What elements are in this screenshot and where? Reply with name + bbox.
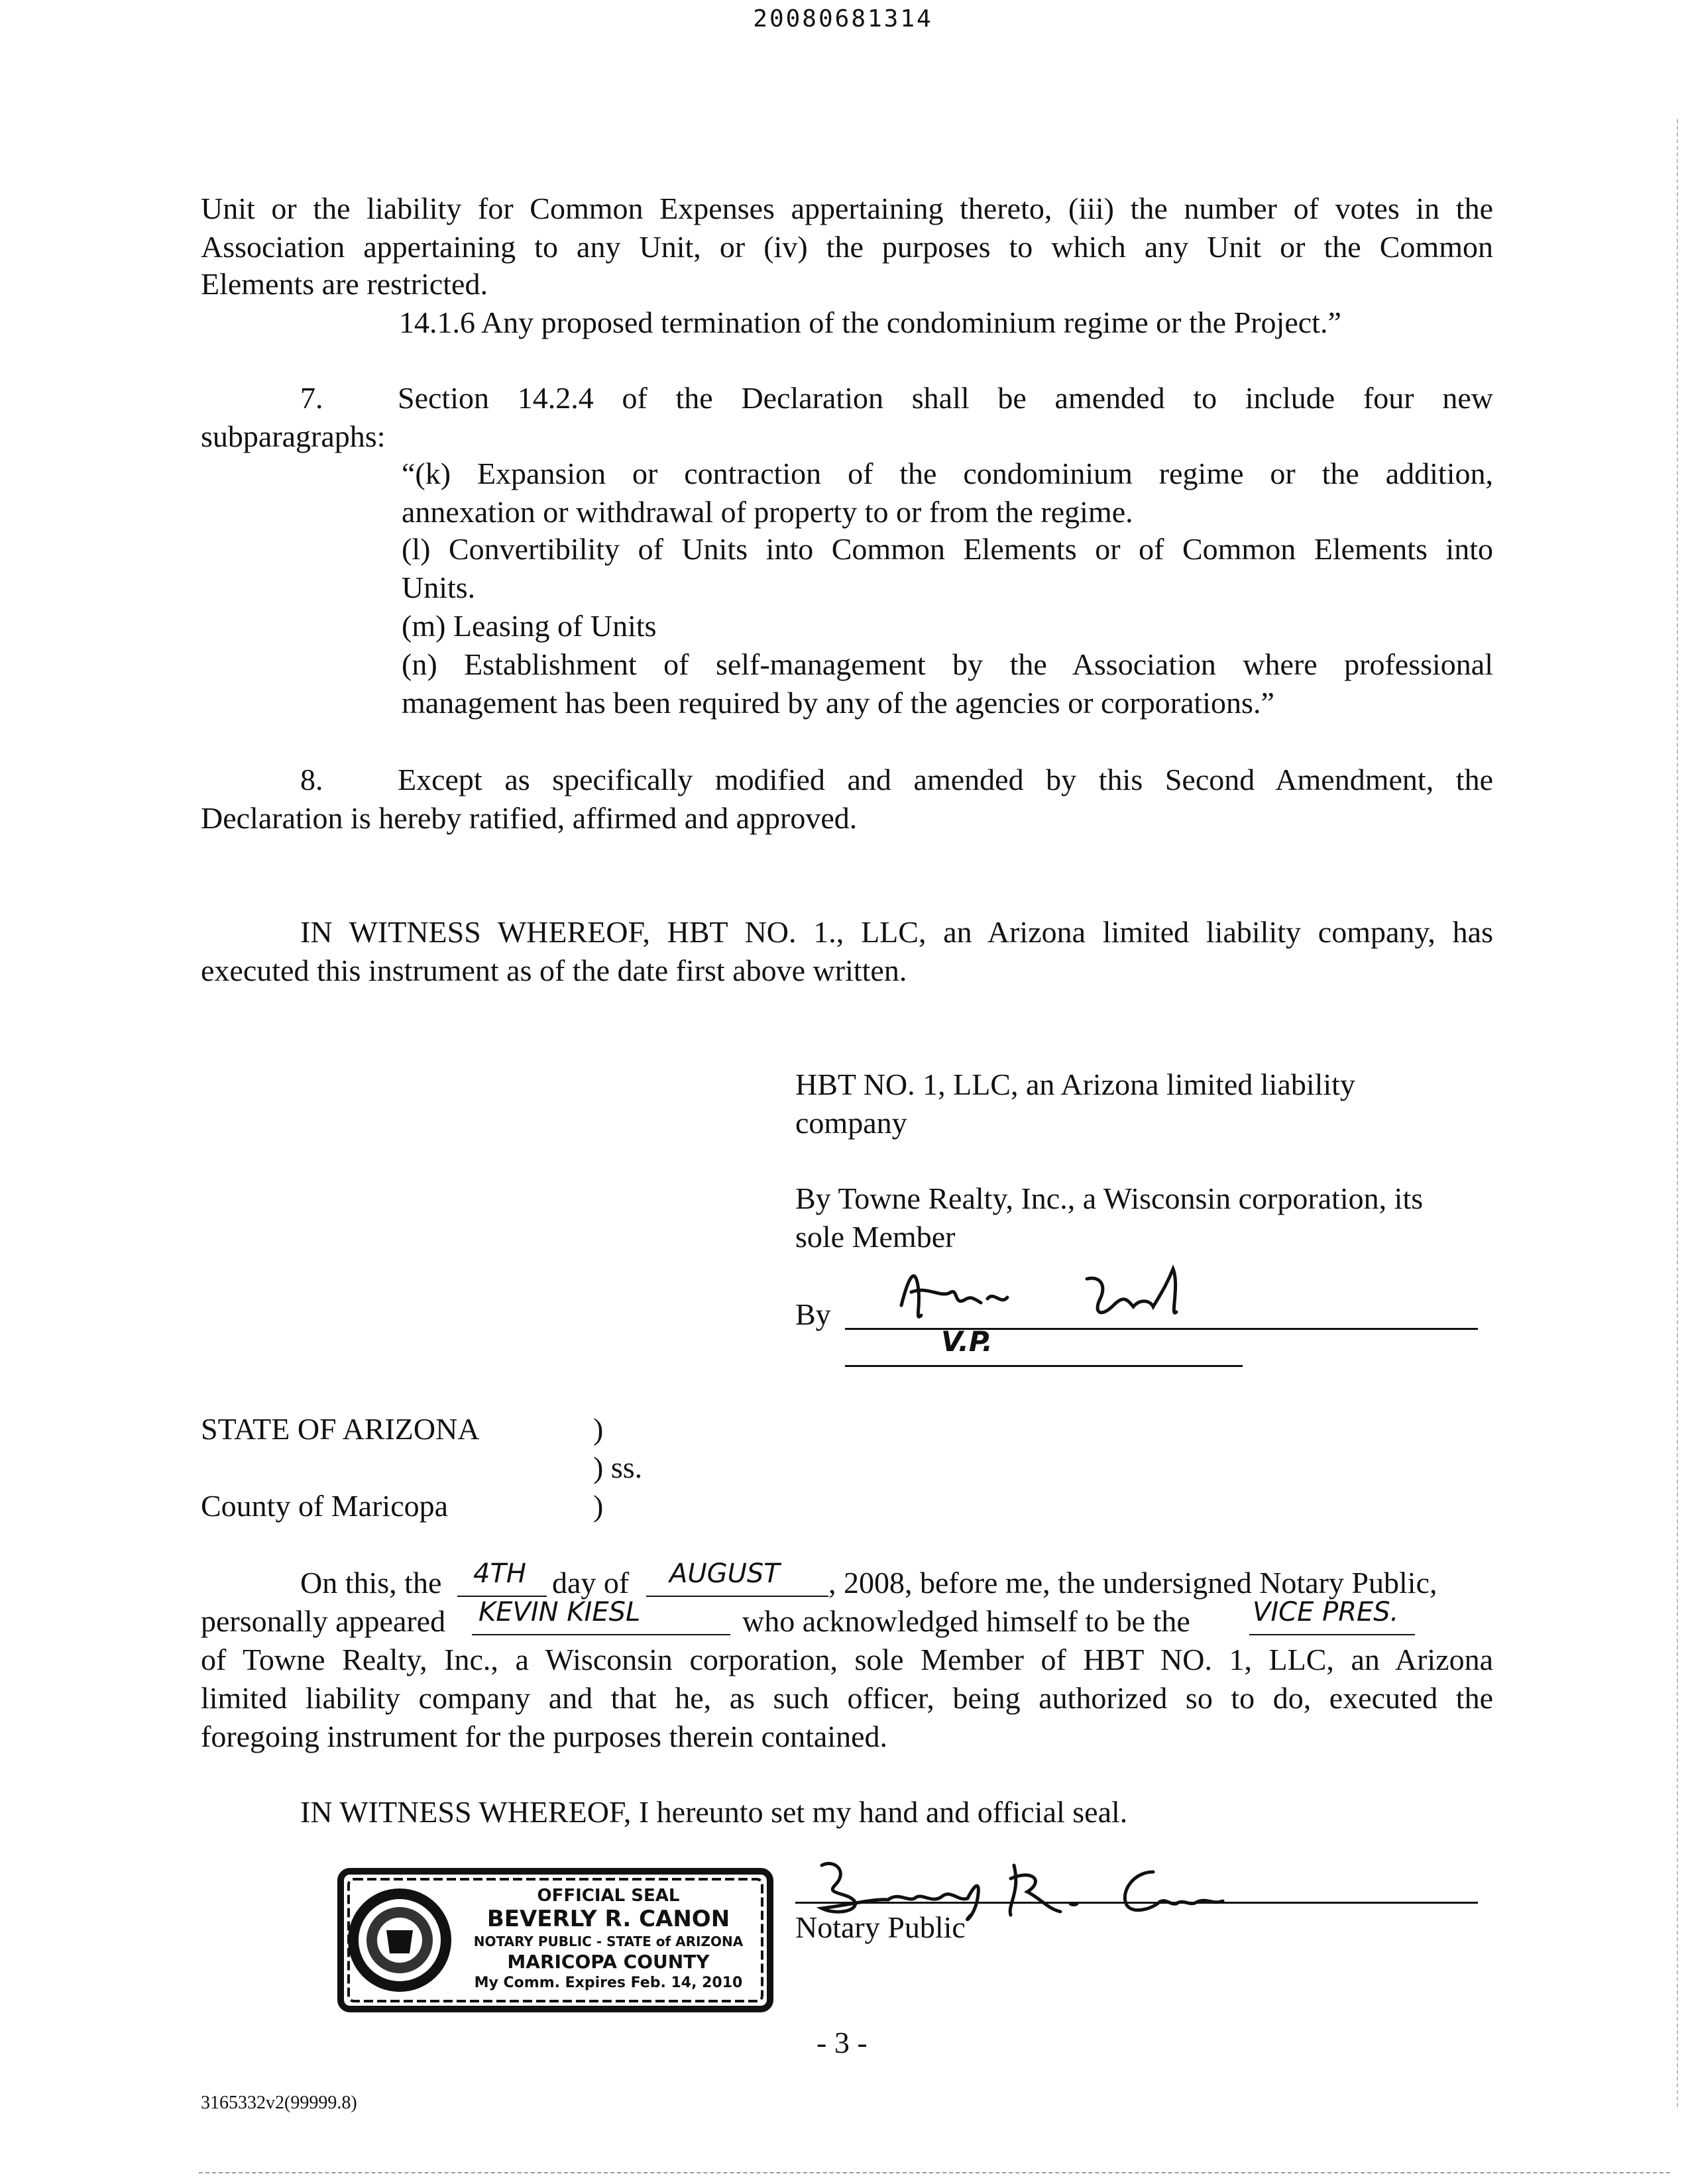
para-cont-line-1: Unit or the liability for Common Expenses appertaining thereto, (iii) the number of votes in the: [201, 191, 1493, 225]
venue-state: STATE OF ARIZONA: [201, 1412, 480, 1446]
ack-day-handwritten: 4TH: [473, 1558, 526, 1589]
subpara-m: (m) Leasing of Units: [402, 609, 657, 643]
ack-line-1-start: On this, the: [300, 1566, 442, 1600]
ack-line-5: foregoing instrument for the purposes therein contained.: [201, 1720, 887, 1753]
subpara-n-line-2: management has been required by any of the agencies or corporations.”: [402, 686, 1274, 720]
para-8-line-2: Declaration is hereby ratified, affirmed and approved.: [201, 801, 858, 835]
notary-signature-line: [795, 1902, 1478, 1904]
subpara-k-line-1: “(k) Expansion or contraction of the condominium regime or the addition,: [402, 457, 1493, 490]
witness-line-2: executed this instrument as of the date first above written.: [201, 954, 907, 987]
subpara-n-line-1: (n) Establishment of self-management by the Association where professional: [402, 647, 1493, 681]
officer-signature: [888, 1259, 1233, 1332]
ack-line-3: of Towne Realty, Inc., a Wisconsin corporation, sole Member of HBT NO. 1, LLC, an Arizona: [201, 1643, 1493, 1676]
subpara-l-line-2: Units.: [402, 571, 476, 604]
subpara-k-line-2: annexation or withdrawal of property to or from the regime.: [402, 495, 1133, 529]
notary-seal: [337, 1867, 774, 2013]
para-8-number: 8.: [300, 763, 323, 796]
ack-line-1-end: , 2008, before me, the undersigned Notary Public,: [828, 1566, 1437, 1600]
para-7-line-2: subparagraphs:: [201, 419, 386, 453]
seal-line-5: My Comm. Expires Feb. 14, 2010: [474, 1975, 743, 1991]
ack-line-2-mid: who acknowledged himself to be the: [742, 1604, 1190, 1638]
page-number: - 3 -: [816, 2026, 868, 2059]
by-member-line-1: By Towne Realty, Inc., a Wisconsin corporation, its: [795, 1181, 1424, 1215]
by-label: By: [795, 1297, 831, 1331]
notary-label: Notary Public: [795, 1910, 966, 1944]
ack-month-handwritten: AUGUST: [669, 1558, 780, 1589]
para-cont-line-2: Association appertaining to any Unit, or (iv) the purposes to which any Unit or the Common: [201, 230, 1493, 264]
ack-name-line: [472, 1634, 730, 1635]
seal-line-1: OFFICIAL SEAL: [537, 1886, 680, 1906]
seal-line-3: NOTARY PUBLIC - STATE of ARIZONA: [473, 1934, 744, 1949]
ack-name-handwritten: KEVIN KIESL: [478, 1597, 641, 1627]
notary-witness-line: IN WITNESS WHEREOF, I hereunto set my hand and official seal.: [300, 1795, 1128, 1829]
scan-edge-line: [1677, 119, 1678, 2107]
ack-line-1-mid: day of: [552, 1566, 630, 1600]
title-line: [845, 1365, 1243, 1367]
entity-line-1: HBT NO. 1, LLC, an Arizona limited liability: [795, 1067, 1355, 1101]
witness-line-1: IN WITNESS WHEREOF, HBT NO. 1., LLC, an Arizona limited liability company, has: [300, 915, 1493, 949]
para-cont-line-3: Elements are restricted.: [201, 267, 488, 301]
by-member-line-2: sole Member: [795, 1220, 956, 1254]
venue-paren-3: ): [593, 1489, 604, 1523]
ack-title-line: [1249, 1634, 1415, 1635]
seal-line-2: BEVERLY R. CANON: [486, 1906, 730, 1932]
document-id: 3165332v2(99999.8): [201, 2093, 357, 2113]
subpara-l-line-1: (l) Convertibility of Units into Common Elements or of Common Elements into: [402, 532, 1493, 566]
para-7-line-1: Section 14.2.4 of the Declaration shall be amended to include four new: [398, 381, 1493, 415]
entity-line-2: company: [795, 1106, 907, 1140]
para-8-line-1: Except as specifically modified and amended by this Second Amendment, the: [398, 763, 1493, 796]
para-7-number: 7.: [300, 381, 323, 415]
seal-line-4: MARICOPA COUNTY: [507, 1951, 710, 1973]
scan-bottom-line: [199, 2172, 1670, 2173]
ack-line-4: limited liability company and that he, as such officer, being authorized so to do, executed the: [201, 1681, 1493, 1715]
recording-number: 20080681314: [753, 5, 933, 32]
venue-ss: ) ss.: [593, 1450, 643, 1484]
officer-title-handwritten: V.P.: [941, 1325, 993, 1358]
ack-title-handwritten: VICE PRES.: [1253, 1597, 1399, 1627]
venue-paren-1: ): [593, 1412, 604, 1446]
item-14-1-6: 14.1.6 Any proposed termination of the condominium regime or the Project.”: [399, 305, 1341, 339]
ack-month-line: [646, 1596, 828, 1597]
venue-county: County of Maricopa: [201, 1489, 449, 1523]
ack-line-2-start: personally appeared: [201, 1604, 446, 1638]
